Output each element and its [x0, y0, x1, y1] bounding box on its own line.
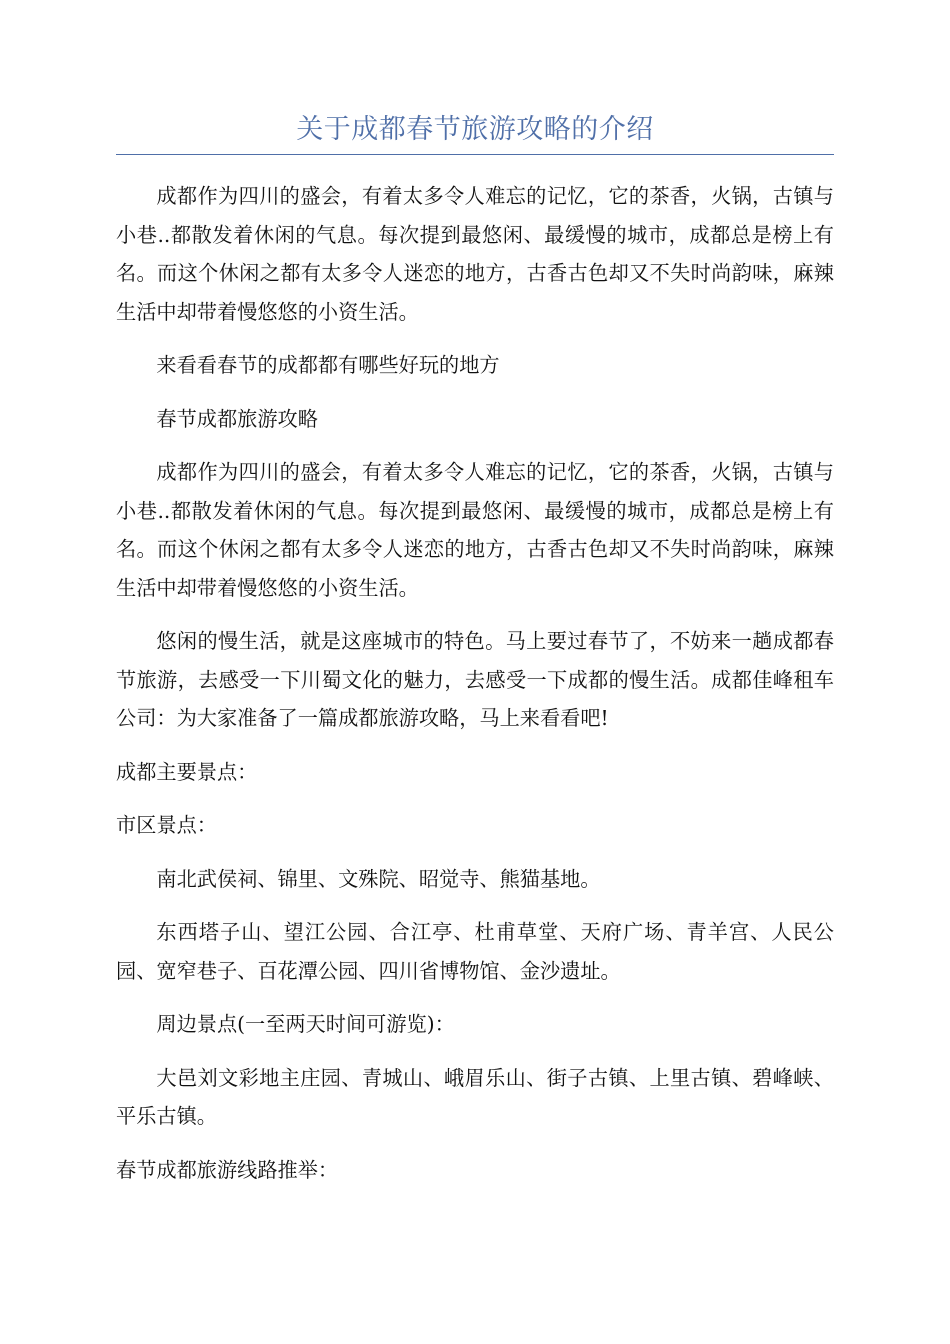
paragraph-intro: 成都作为四川的盛会，有着太多令人难忘的记忆，它的茶香，火锅，古镇与小巷..都散发着休闲的气息。每次提到最悠闲、最缓慢的城市，成都总是榜上有名。而这个休闲之都有太多令人迷恋的地方，古香古色却又不失时尚韵味，麻辣生活中却带着慢悠悠的小资生活。	[116, 184, 834, 324]
paragraph-intro-repeat: 成都作为四川的盛会，有着太多令人难忘的记忆，它的茶香，火锅，古镇与小巷..都散发着休闲的气息。每次提到最悠闲、最缓慢的城市，成都总是榜上有名。而这个休闲之都有太多令人迷恋的地方，古香古色却又不失时尚韵味，麻辣生活中却带着慢悠悠的小资生活。	[116, 460, 834, 600]
document-page	[116, 110, 834, 1189]
section-heading-routes: 春节成都旅游线路推举：	[116, 1157, 339, 1182]
section-heading-main-sights: 成都主要景点：	[116, 759, 258, 784]
section-heading-city-sights: 市区景点：	[116, 813, 217, 837]
paragraph-slow-life: 悠闲的慢生活，就是这座城市的特色。马上要过春节了，不妨来一趟成都春节旅游，去感受一下川蜀文化的魅力，去感受一下成都的慢生活。成都佳峰租车公司：为大家准备了一篇成都旅游攻略，马上来看看吧!	[116, 629, 834, 730]
paragraph-lead-in: 来看看春节的成都都有哪些好玩的地方	[156, 353, 500, 377]
list-east-west-sights: 东西塔子山、望江公园、合江亭、杜甫草堂、天府广场、青羊宫、人民公园、宽窄巷子、百花潭公园、四川省博物馆、金沙遗址。	[116, 920, 834, 983]
section-heading-guide: 春节成都旅游攻略	[156, 406, 318, 431]
list-north-south-sights: 南北武侯祠、锦里、文殊院、昭觉寺、熊猫基地。	[156, 866, 601, 891]
document-body	[116, 177, 834, 1189]
page-title: 关于成都春节旅游攻略的介绍	[116, 110, 834, 155]
list-nearby-sights: 大邑刘文彩地主庄园、青城山、峨眉乐山、街子古镇、上里古镇、碧峰峡、平乐古镇。	[116, 1065, 834, 1128]
section-heading-nearby-sights: 周边景点(一至两天时间可游览)：	[156, 1012, 455, 1036]
